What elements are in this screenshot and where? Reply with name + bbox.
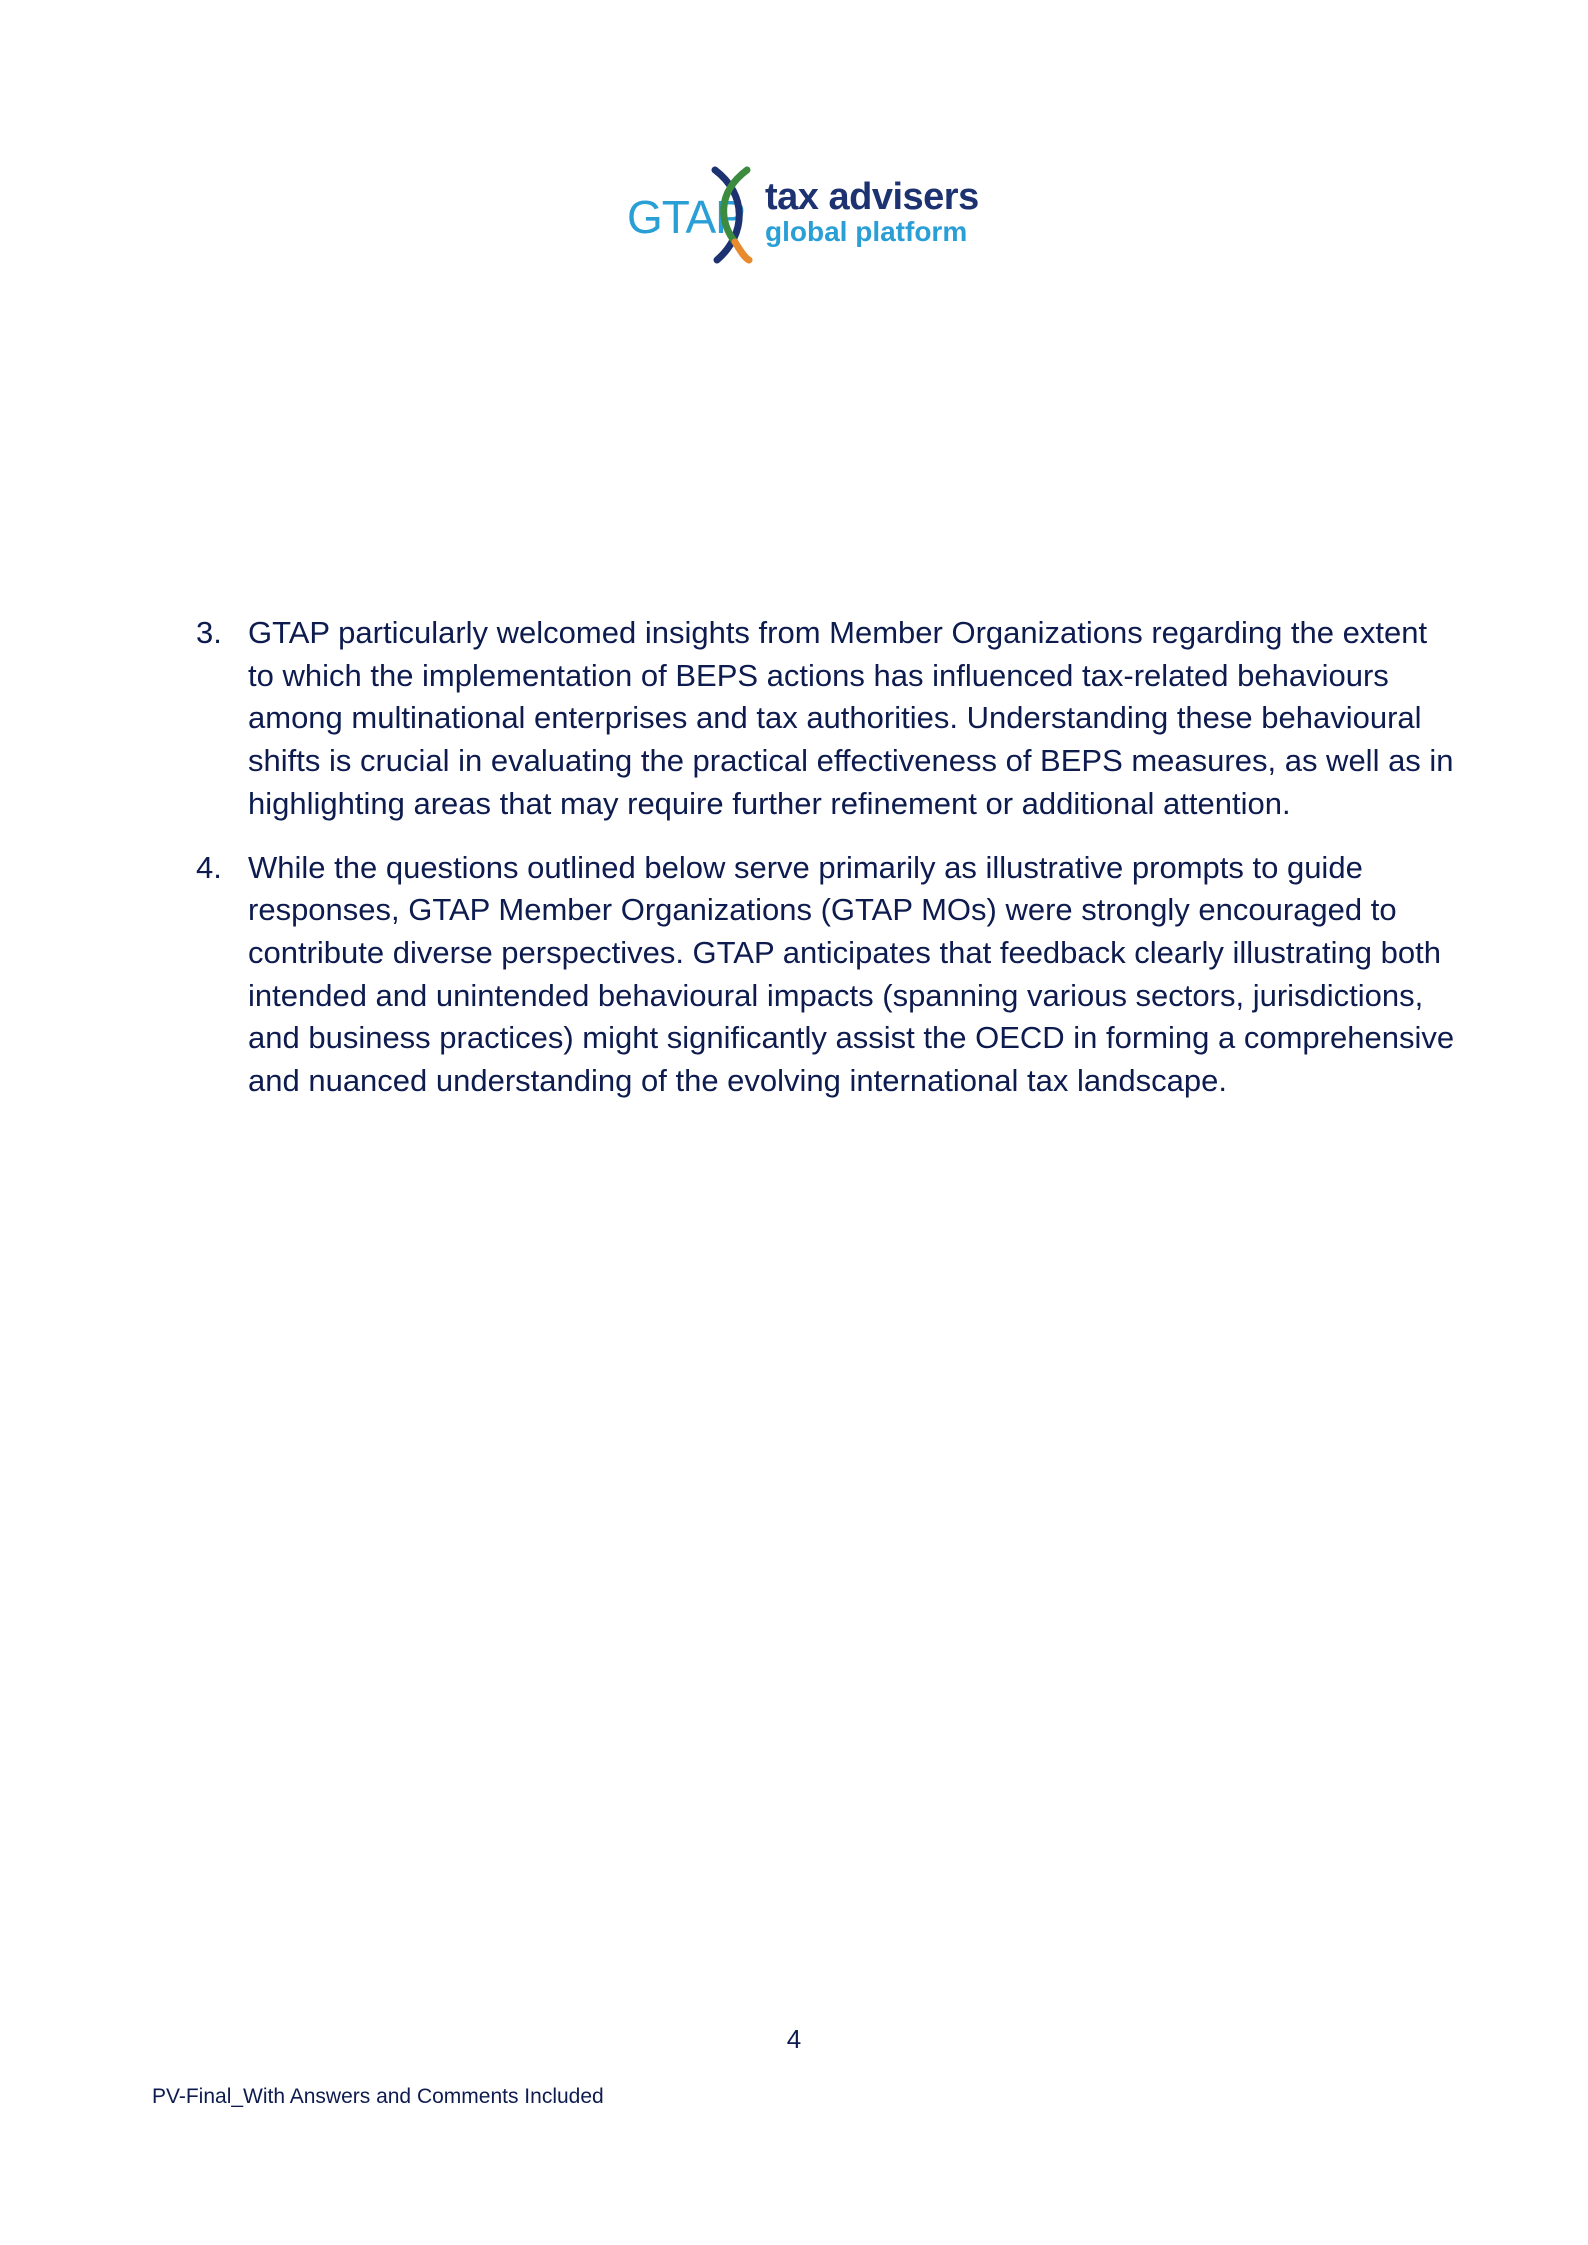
paragraph-text: While the questions outlined below serve primarily as illustrative prompts to guide responses, GTAP Member Organizations (GTAP MOs) were strongly encouraged to contribute diverse perspectives. GTAP anticipates that feedback clearly illustrating both intended and unintended behavioural impacts (spanning various sectors, jurisdictions, and business practices) might significantly assist the OECD in forming a comprehensive and nuanced understanding of the evolving international tax landscape.: [248, 849, 1455, 1099]
paragraph-4: [196, 847, 1456, 1103]
paragraph-3: [196, 612, 1456, 826]
logo-tagline-line2: global platform: [765, 216, 968, 247]
page-number: 4: [786, 2024, 802, 2054]
document-body: [196, 612, 1456, 1124]
paragraph-number: 3.: [196, 615, 222, 650]
paragraph-number: 4.: [196, 849, 222, 885]
gtap-logo: [627, 160, 979, 270]
footer-document-label: PV-Final_With Answers and Comments Included: [152, 2085, 604, 2108]
logo-gtap-wordmark: GTAP: [627, 191, 745, 243]
logo-swoosh-icon: [701, 164, 761, 264]
paragraph-text: GTAP particularly welcomed insights from Member Organizations regarding the extent to which the implementation of BEPS actions has influenced tax-related behaviours among multinational enterprises and tax authorities. Understanding these behavioural shifts is crucial in evaluating the practical effectiveness of BEPS measures, as well as in highlighting areas that may require further refinement or additional attention.: [248, 615, 1454, 821]
logo-tagline-line1: tax advisers: [765, 176, 979, 218]
